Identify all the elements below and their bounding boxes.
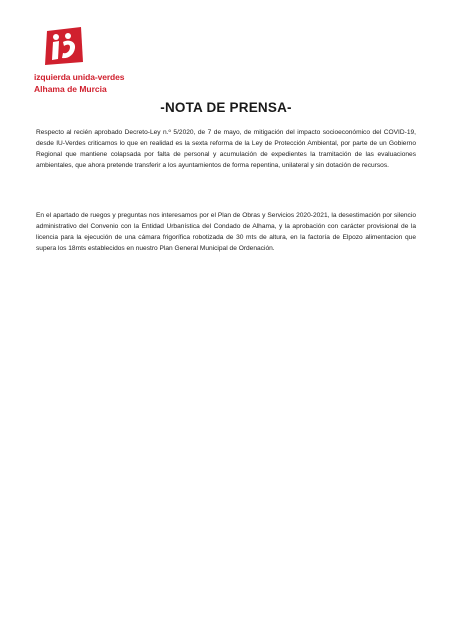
paragraph-2: En el apartado de ruegos y preguntas nos interesamos por el Plan de Obras y Servicios 2020-2021, la desestimación por silencio administrativo del Convenio con la Entidad Urbanística del Condado de Alhama, y la aprobación con carácter provisional de la licencia para la ejecución de una cámara frigorífica robotizada de 30 mts de altura, en la factoría de Elpozo alimentacion que supera los 18mts establecidos en nuestro Plan General Municipal de Ordenación. <box>36 212 416 252</box>
logo-text-town: Alhama de Murcia <box>34 84 107 94</box>
paragraph-1: Respecto al recién aprobado Decreto-Ley n.º 5/2020, de 7 de mayo, de mitigación del impacto socioeconómico del COVID-19, desde IU-Verdes criticamos lo que en realidad es la sexta reforma de la Ley de Protección Ambiental, por parte de un Gobierno Regional que mantiene colapsada por falta de personal y acumulación de expedientes la tramitación de las evaluaciones ambientales, que ahora pretende transferir a los ayuntamientos de forma repentina, unilateral y sin dotación de recursos. <box>36 129 416 169</box>
iu-logo-icon <box>44 26 84 66</box>
document-title: -NOTA DE PRENSA- <box>160 100 292 115</box>
party-logo <box>34 26 144 98</box>
logo-text-party: izquierda unida-verdes <box>34 72 125 82</box>
